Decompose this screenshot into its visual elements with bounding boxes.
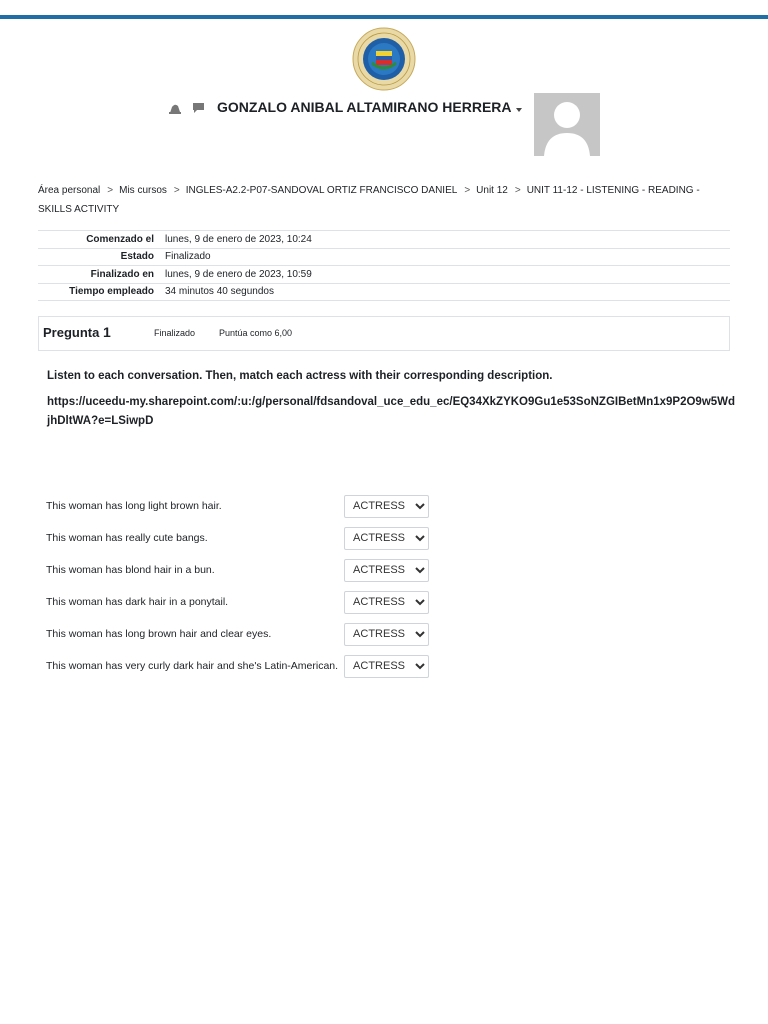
- summary-value: lunes, 9 de enero de 2023, 10:59: [165, 266, 730, 284]
- avatar[interactable]: [534, 93, 600, 156]
- match-row: [46, 522, 429, 554]
- match-stem: This woman has very curly dark hair and she's Latin-American.: [46, 660, 339, 672]
- match-stem: This woman has long light brown hair.: [46, 500, 222, 512]
- matching-table: [46, 490, 429, 682]
- answer-select[interactable]: [344, 655, 429, 678]
- breadcrumb-item-course[interactable]: INGLES-A2.2-P07-SANDOVAL ORTIZ FRANCISCO DANIEL: [185, 185, 458, 196]
- answer-select[interactable]: [344, 591, 429, 614]
- breadcrumb: [38, 181, 728, 219]
- summary-label: Comenzado el: [38, 231, 165, 249]
- summary-row-started: [38, 231, 730, 249]
- university-seal-logo: [352, 27, 416, 91]
- question-state: Finalizado: [154, 328, 196, 338]
- attempt-summary-table: [38, 230, 730, 301]
- chevron-right-icon: >: [514, 185, 521, 196]
- match-row: [46, 554, 429, 586]
- summary-value: Finalizado: [165, 248, 730, 266]
- breadcrumb-item-activity[interactable]: UNIT 11-12 - LISTENING - READING - SKILLS ACTIVITY: [38, 185, 700, 215]
- summary-label: Tiempo empleado: [38, 283, 165, 301]
- bell-icon[interactable]: [168, 103, 182, 115]
- match-stem: This woman has really cute bangs.: [46, 532, 208, 544]
- match-row: [46, 586, 429, 618]
- audio-link[interactable]: https://uceedu-my.sharepoint.com/:u:/g/personal/fdsandoval_uce_edu_ec/EQ34XkZYKO9Gu1e53SoNZGIBetMn1x9P2O9w5WdjhDltWA?e=LSiwpD: [47, 396, 736, 427]
- question-label: Pregunta: [43, 325, 100, 340]
- chevron-right-icon: >: [464, 185, 471, 196]
- breadcrumb-item-mis-cursos[interactable]: Mis cursos: [119, 185, 167, 196]
- match-stem: This woman has blond hair in a bun.: [46, 564, 215, 576]
- question-number: 1: [102, 324, 111, 340]
- summary-label: Finalizado en: [38, 266, 165, 284]
- question-grade: Puntúa como 6,00: [219, 328, 293, 338]
- breadcrumb-item-unit[interactable]: Unit 12: [476, 185, 508, 196]
- question-text: Listen to each conversation. Then, match each actress with their corresponding description.: [47, 370, 553, 382]
- answer-select[interactable]: [344, 623, 429, 646]
- summary-row-time: [38, 283, 730, 301]
- summary-value: lunes, 9 de enero de 2023, 10:24: [165, 231, 730, 249]
- question-info-box: [38, 316, 730, 351]
- match-row: [46, 490, 429, 522]
- answer-select[interactable]: [344, 559, 429, 582]
- question-title: [43, 324, 111, 340]
- chat-icon[interactable]: [192, 102, 205, 114]
- top-accent-bar: [0, 15, 768, 19]
- match-stem: This woman has long brown hair and clear eyes.: [46, 628, 272, 640]
- match-row: [46, 650, 429, 682]
- match-row: [46, 618, 429, 650]
- breadcrumb-item-area-personal[interactable]: Área personal: [38, 185, 101, 196]
- chevron-right-icon: >: [107, 185, 114, 196]
- match-stem: This woman has dark hair in a ponytail.: [46, 596, 229, 608]
- chevron-right-icon: >: [173, 185, 180, 196]
- summary-value: 34 minutos 40 segundos: [165, 283, 730, 301]
- answer-select[interactable]: [344, 527, 429, 550]
- summary-label: Estado: [38, 248, 165, 266]
- answer-select[interactable]: [344, 495, 429, 518]
- chevron-down-icon[interactable]: [516, 108, 522, 112]
- summary-row-state: [38, 248, 730, 266]
- summary-row-finished: [38, 266, 730, 284]
- user-menu-name[interactable]: GONZALO ANIBAL ALTAMIRANO HERRERA: [217, 99, 512, 115]
